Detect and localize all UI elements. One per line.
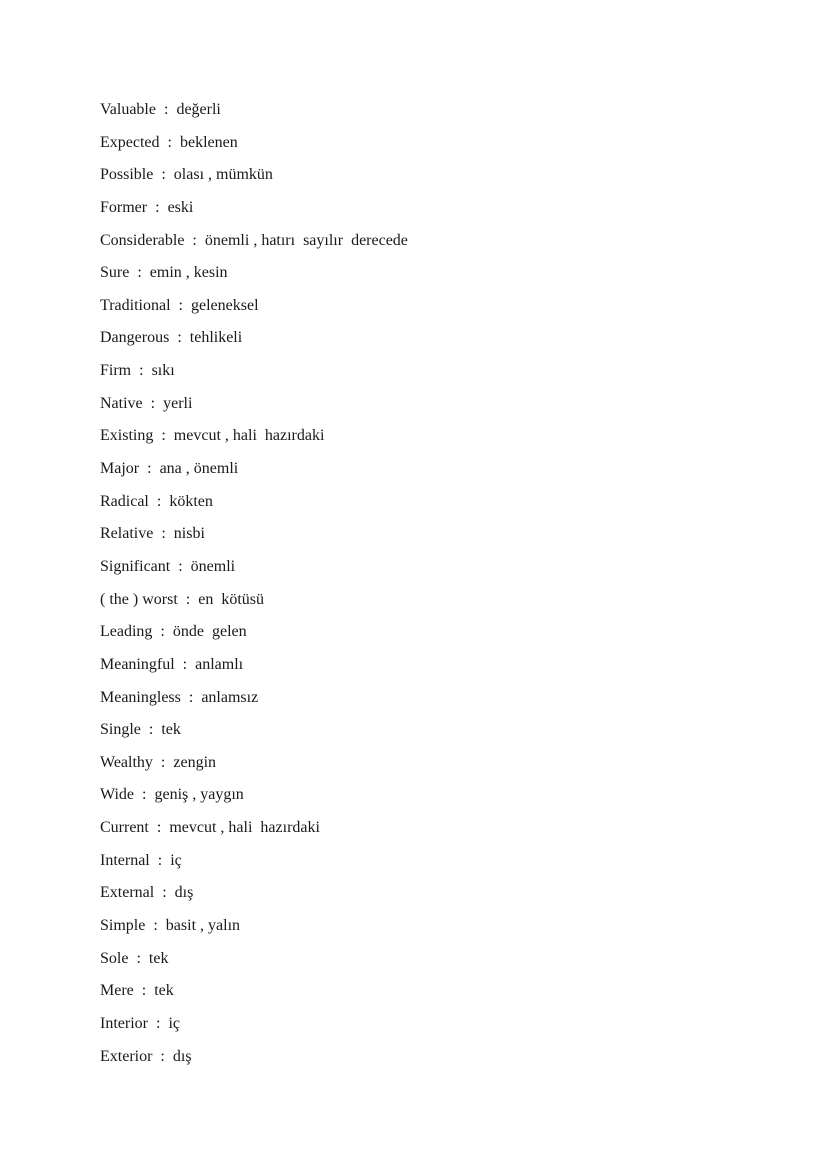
entry-separator: : [131,362,152,380]
entry-meaning: dış [172,1047,192,1065]
vocabulary-list [100,96,408,1075]
entry-term: Mere [100,982,134,1000]
entry-separator: : [139,460,160,478]
vocabulary-entry [100,977,408,1010]
entry-meaning: zengin [173,753,217,771]
entry-meaning: iç [170,851,182,869]
entry-separator: : [133,982,155,1000]
vocabulary-entry [100,945,408,978]
entry-meaning: basit , yalın [165,917,241,935]
entry-separator: : [140,721,162,739]
vocabulary-entry [100,324,408,357]
vocabulary-entry [100,553,408,586]
entry-separator: : [134,786,155,804]
entry-separator: : [154,884,175,902]
entry-term: External [100,884,155,902]
vocabulary-entry [100,357,408,390]
entry-separator: : [147,198,168,216]
entry-meaning: sıkı [151,362,175,380]
vocabulary-entry [100,455,408,488]
entry-term: Relative [100,525,154,543]
vocabulary-entry [100,912,408,945]
entry-term: Existing [100,427,154,445]
vocabulary-entry [100,781,408,814]
vocabulary-entry [100,1010,408,1043]
entry-term: Current [100,819,149,837]
entry-meaning: tek [161,721,181,739]
vocabulary-entry [100,847,408,880]
vocabulary-entry [100,194,408,227]
vocabulary-entry [100,879,408,912]
entry-meaning: kökten [169,492,213,510]
vocabulary-entry [100,390,408,423]
entry-meaning: tehlikeli [189,329,243,347]
entry-meaning: mevcut , hali hazırdaki [169,819,320,837]
entry-separator: : [184,231,205,249]
vocabulary-entry [100,618,408,651]
entry-term: Leading [100,623,153,641]
entry-term: Meaningful [100,655,175,673]
entry-separator: : [152,1047,173,1065]
entry-meaning: iç [168,1014,180,1032]
entry-separator: : [129,264,150,282]
entry-meaning: önemli [190,557,236,575]
entry-term: Radical [100,492,149,510]
entry-meaning: dış [174,884,194,902]
entry-separator: : [147,1014,169,1032]
entry-separator: : [174,655,196,673]
entry-term: Considerable [100,231,185,249]
entry-term: Wide [100,786,135,804]
entry-separator: : [142,394,164,412]
entry-meaning: anlamsız [201,688,259,706]
entry-separator: : [159,133,180,151]
vocabulary-entry [100,684,408,717]
entry-separator: : [170,296,191,314]
entry-term: Interior [100,1014,148,1032]
vocabulary-entry [100,129,408,162]
entry-separator: : [180,688,202,706]
entry-term: Significant [100,557,171,575]
vocabulary-entry [100,292,408,325]
entry-meaning: tek [154,982,174,1000]
entry-separator: : [169,329,190,347]
vocabulary-entry [100,520,408,553]
entry-meaning: mevcut , hali hazırdaki [173,427,325,445]
entry-separator: : [148,819,170,837]
entry-term: Possible [100,166,154,184]
entry-separator: : [145,917,166,935]
vocabulary-entry [100,1043,408,1076]
entry-meaning: yerli [163,394,193,412]
entry-separator: : [152,753,174,771]
entry-separator: : [170,557,191,575]
entry-meaning: anlamlı [195,655,244,673]
vocabulary-entry [100,161,408,194]
entry-term: Internal [100,851,150,869]
vocabulary-entry [100,422,408,455]
entry-separator: : [153,427,174,445]
entry-term: Exterior [100,1047,153,1065]
entry-term: ( the ) worst [100,590,178,608]
entry-meaning: önemli , hatırı sayılır derecede [204,231,408,249]
entry-meaning: beklenen [179,133,238,151]
entry-separator: : [128,949,149,967]
entry-separator: : [153,166,174,184]
entry-term: Sole [100,949,129,967]
entry-term: Meaningless [100,688,181,706]
entry-separator: : [148,492,170,510]
entry-term: Firm [100,362,132,380]
vocabulary-entry [100,227,408,260]
entry-meaning: geniş , yaygın [154,786,244,804]
entry-meaning: en kötüsü [198,590,264,608]
entry-term: Wealthy [100,753,153,771]
entry-meaning: emin , kesin [149,264,228,282]
entry-separator: : [149,851,171,869]
entry-meaning: önde gelen [172,623,247,641]
entry-separator: : [152,623,173,641]
vocabulary-entry [100,749,408,782]
entry-term: Valuable [100,101,156,118]
entry-term: Traditional [100,296,171,314]
entry-meaning: değerli [176,101,221,118]
vocabulary-entry [100,716,408,749]
entry-separator: : [155,101,177,118]
vocabulary-entry [100,96,408,129]
vocabulary-entry [100,488,408,521]
entry-meaning: tek [148,949,169,967]
entry-separator: : [153,525,174,543]
entry-meaning: eski [167,198,194,216]
entry-term: Sure [100,264,130,282]
entry-term: Single [100,721,141,739]
entry-term: Expected [100,133,160,151]
entry-term: Dangerous [100,329,170,347]
vocabulary-entry [100,259,408,292]
entry-term: Former [100,198,148,216]
entry-meaning: ana , önemli [159,460,239,478]
entry-meaning: olası , mümkün [173,166,273,184]
entry-separator: : [177,590,199,608]
vocabulary-entry [100,586,408,619]
entry-term: Simple [100,917,146,935]
vocabulary-entry [100,814,408,847]
entry-term: Major [100,460,140,478]
vocabulary-entry [100,651,408,684]
entry-term: Native [100,394,143,412]
entry-meaning: geleneksel [190,296,259,314]
entry-meaning: nisbi [173,525,205,543]
